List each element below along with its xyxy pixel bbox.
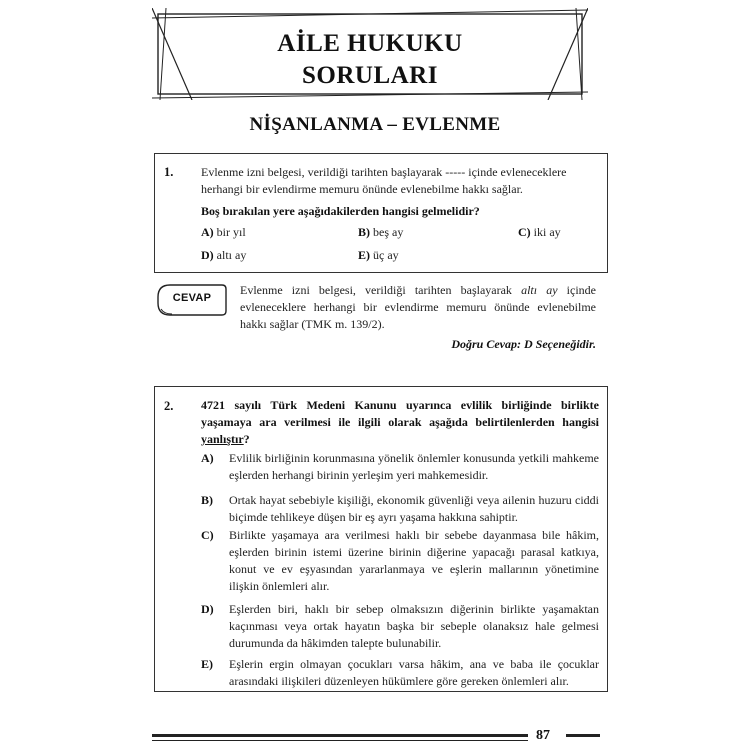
question-2-stem-text: 4721 sayılı Türk Medeni Kanunu uyarınca evlilik birliğinde birlikte yaşamaya ara verilmesi ile ilgili olarak aşağıda belirtilenlerden hangisi <box>201 398 599 429</box>
answer-text-emphasis: altı ay <box>521 283 558 297</box>
answer-explanation <box>240 282 596 333</box>
q1-option-c[interactable] <box>518 225 561 240</box>
question-2-stem-end: ? <box>243 432 250 446</box>
correct-answer: Doğru Cevap: D Seçeneğidir. <box>451 337 596 351</box>
option-letter: B) <box>358 225 370 239</box>
q1-option-a[interactable] <box>201 225 246 240</box>
option-letter: E) <box>358 248 370 262</box>
answer-text-after: içinde evleneceklere herhangi bir evlendirme memuru önünde evlenebilme hakkı sağlar (TMK m. 139/2). <box>240 283 597 331</box>
q1-option-b[interactable] <box>358 225 403 240</box>
q2-option-a-letter: A) <box>201 451 214 465</box>
q2-option-e-letter: E) <box>201 657 213 671</box>
question-2-stem <box>201 397 599 448</box>
footer-rule-right <box>566 734 600 737</box>
question-1-text-line1: Evlenme izni belgesi, verildiği tarihten başlayarak ----- içinde evleneceklere <box>201 165 567 179</box>
book-title-line2: SORULARI <box>302 62 438 89</box>
footer-rule-left <box>152 734 528 737</box>
q2-option-c-letter: C) <box>201 528 214 542</box>
section-title: NİŞANLANMA – EVLENME <box>249 114 501 135</box>
answer-badge-label: CEVAP <box>172 292 212 304</box>
option-letter: C) <box>518 225 531 239</box>
option-letter: A) <box>201 225 214 239</box>
question-1-prompt: Boş bırakılan yere aşağıdakilerden hangisi gelmelidir? <box>201 204 480 218</box>
q1-option-d[interactable] <box>201 248 246 263</box>
option-letter: D) <box>201 248 214 262</box>
q2-option-b-letter: B) <box>201 493 213 507</box>
option-text: beş ay <box>373 225 404 239</box>
option-text: bir yıl <box>216 225 246 239</box>
question-2-box <box>154 386 608 692</box>
question-1-text-line2: herhangi bir evlendirme memuru önünde evlenebilme hakkı sağlar. <box>201 182 523 196</box>
answer-badge <box>156 283 228 317</box>
title-banner <box>152 8 588 100</box>
book-title-line1: AİLE HUKUKU <box>277 30 463 57</box>
q2-option-d-letter: D) <box>201 602 214 616</box>
question-2-stem-underlined: yanlıştır <box>201 432 244 446</box>
q1-option-e[interactable] <box>358 248 399 263</box>
q2-option-b[interactable]: Ortak hayat sebebiyle kişiliği, ekonomik güvenliği veya ailenin huzuru ciddi biçimde tehlikeye düşen bir eş ayrı yaşama hakkına sahiptir. <box>229 493 599 524</box>
q2-option-e[interactable]: Eşlerin ergin olmayan çocukları varsa hâkim, ana ve baba ile çocuklar arasındaki ilişkileri düzenleyen hükümlere göre gereken önlemleri alır. <box>229 657 599 688</box>
question-1-box <box>154 153 608 273</box>
option-text: üç ay <box>373 248 399 262</box>
page-number: 87 <box>536 728 550 743</box>
question-1-number: 1. <box>164 165 174 179</box>
q2-option-d[interactable]: Eşlerden biri, haklı bir sebep olmaksızın diğerinin birlikte yaşamaktan kaçınması veya ortak hayatın başka bir sebeple olanaksız hale gelmesi durumunda da hâkimden talepte bulunabilir. <box>229 602 599 650</box>
option-text: iki ay <box>533 225 561 239</box>
q2-option-c[interactable]: Birlikte yaşamaya ara verilmesi haklı bir sebebe dayanmasa bile hâkim, eşlerden birinin istemi üzerine birinin diğerine yapacağı parasal katkıya, konut ve ev eşyasından yararlanmaya ve eşlerin mallarının yönetimine ilişkin önlemleri alır. <box>229 528 599 593</box>
q2-option-a[interactable]: Evlilik birliğinin korunmasına yönelik önlemler konusunda yetkili mahkeme eşlerden herhangi birinin yerleşim yeri mahkemesidir. <box>229 451 599 482</box>
answer-text-before: Evlenme izni belgesi, verildiği tarihten başlayarak <box>240 283 522 297</box>
footer-rule-left-thin <box>152 740 528 741</box>
option-text: altı ay <box>216 248 247 262</box>
question-2-number: 2. <box>164 399 174 413</box>
